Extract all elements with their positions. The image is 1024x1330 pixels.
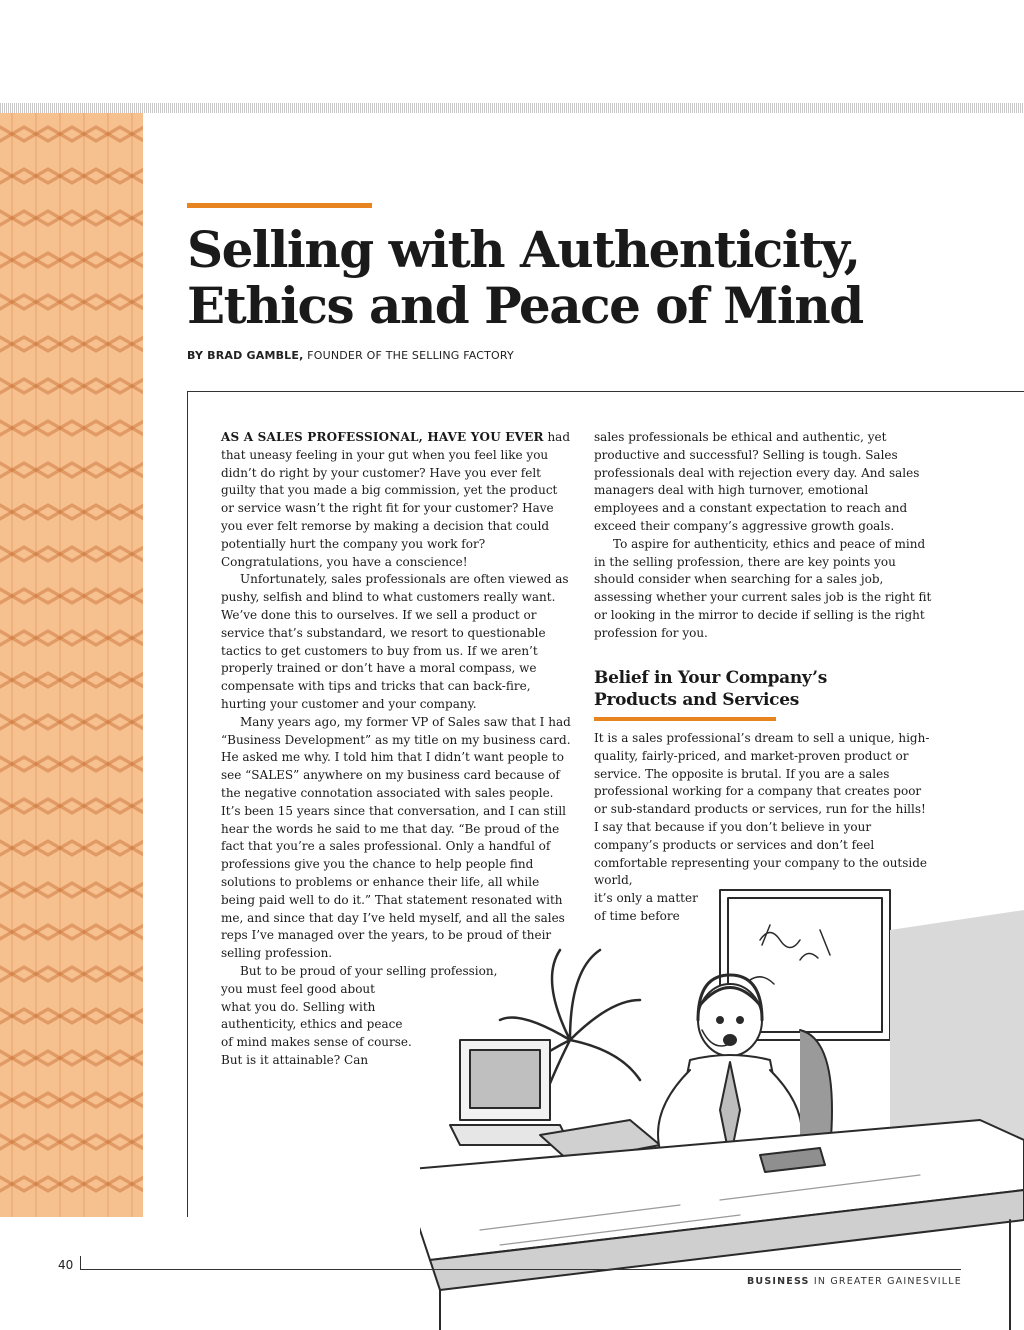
paragraph: AS A SALES PROFESSIONAL, HAVE YOU EVER had that uneasy feeling in your gut when you feel like you didn’t do right by your customer? Have you ever felt guilty that you made a big commission, yet the product or service wasn’t the right fit for your customer? Have you ever felt remorse by making a decision that could potentially hurt the company you work for? Congratulations, you have a conscience! — [221, 430, 571, 569]
side-pattern-strip — [0, 113, 143, 1217]
lead-in: AS A SALES PROFESSIONAL, HAVE YOU EVER — [221, 430, 544, 444]
paragraph-line: But is it attainable? Can — [221, 1052, 369, 1067]
title-line-2: Ethics and Peace of Mind — [187, 276, 863, 335]
paragraph-line: it’s only a matter — [594, 891, 698, 906]
paragraph: Unfortunately, sales professionals are often viewed as pushy, selfish and blind to what customers really want. We’ve done this to ourselves. If we sell a product or service that’s substandard, we resort to questionable tactics to get customers to buy from us. If we aren’t properly trained or don’t have a moral compass, we compensate with tips and tricks that can back-fire, hurting your customer and your company. — [221, 572, 569, 711]
footer-tick — [80, 1256, 81, 1270]
subhead-accent-bar — [594, 717, 776, 721]
right-column-top — [594, 429, 934, 643]
byline-author: BY BRAD GAMBLE, — [187, 349, 304, 362]
paragraph-line: of mind makes sense of course. — [221, 1035, 412, 1050]
article-title — [187, 222, 987, 334]
publication-name — [747, 1276, 962, 1287]
paragraph-line: of time before — [594, 908, 680, 923]
cartoon-illustration — [420, 870, 1024, 1330]
paragraph: It is a sales professional’s dream to sell a unique, high-quality, fairly-priced, and market-proven product or service. The opposite is brutal. If you are a sales professional working for a company that creates poor or sub-standard products or services, run for the hills! I say that because if you don’t believe in your company’s products or services and don’t feel comfortable representing your company to the outside world, — [594, 731, 930, 888]
title-accent-bar — [187, 203, 372, 208]
paragraph: sales professionals be ethical and authentic, yet productive and successful? Selling is tough. Sales professionals deal with rejection every day. And sales managers deal with high turnover, emotional employees and a constant expectation to reach and exceed their company’s aggressive growth goals. — [594, 430, 920, 533]
paragraph: To aspire for authenticity, ethics and peace of mind in the selling profession, there are key points you should consider when searching for a sales job, assessing whether your current sales job is the right fit or looking in the mirror to decide if selling is the right profession for you. — [594, 536, 932, 640]
top-texture-band — [0, 103, 1024, 113]
title-line-1: Selling with Authenticity, — [187, 220, 860, 279]
publication-name-rest: IN GREATER GAINESVILLE — [809, 1276, 962, 1287]
footer-rule — [80, 1269, 961, 1270]
frame-top-rule — [187, 391, 1024, 392]
paragraph-line: you must feel good about — [221, 981, 375, 996]
publication-name-bold: BUSINESS — [746, 1276, 810, 1287]
byline-role: FOUNDER OF THE SELLING FACTORY — [303, 349, 514, 362]
frame-left-rule — [187, 391, 188, 1217]
paragraph-line: what you do. Selling with — [221, 999, 376, 1014]
byline — [187, 349, 514, 362]
paragraph: But to be proud of your selling profession, — [240, 963, 498, 978]
paragraph: Many years ago, my former VP of Sales saw that I had “Business Development” as my title on my business card. He asked me why. I told him that I didn’t want people to see “SALES” anywhere on my business card because of the negative connotation associated with sales people. It’s been 15 years since that conversation, and I can still hear the words he said to me that day. “Be proud of the fact that you’re a sales professional. Only a handful of professions give you the chance to help people find solutions to problems or enhance their life, all while being paid well to do it.” That statement resonated with me, and since that day I’ve held myself, and all the sales reps I’ve managed over the years, to be proud of their selling profession. — [221, 714, 571, 961]
paragraph-line: authenticity, ethics and peace — [221, 1017, 403, 1032]
page-number: 40 — [58, 1258, 74, 1272]
section-subhead: Belief in Your Company’s Products and Services — [594, 668, 828, 710]
